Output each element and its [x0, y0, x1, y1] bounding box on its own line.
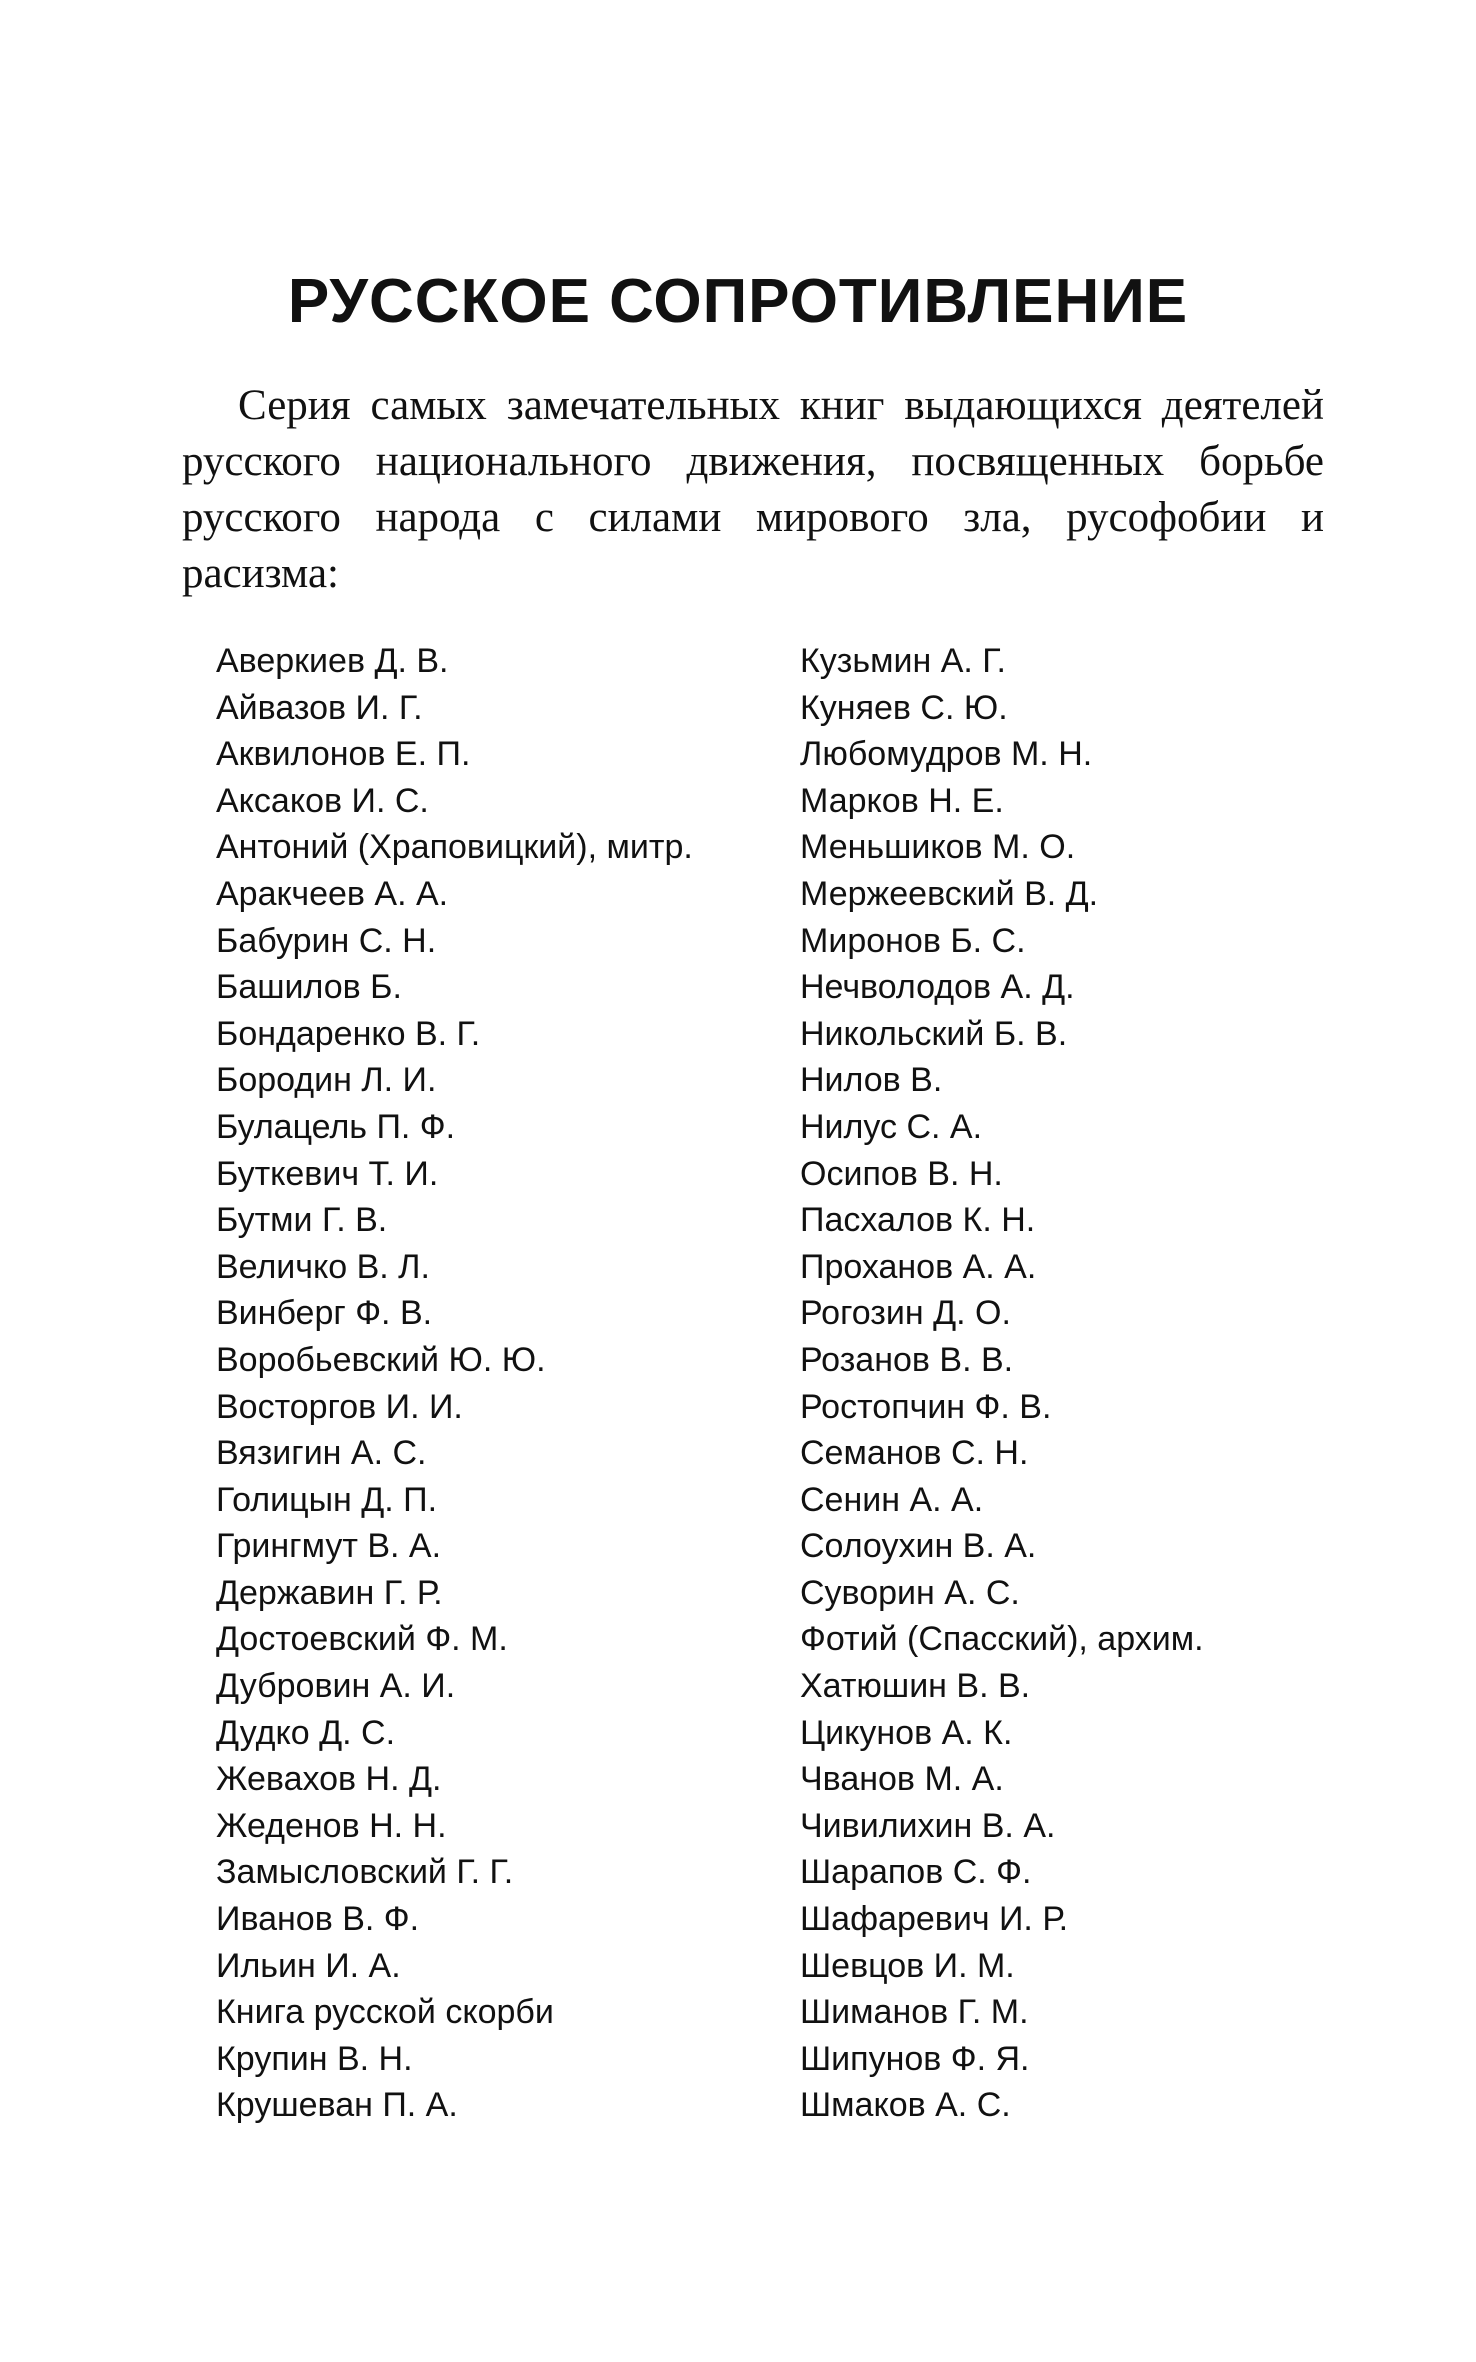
author-list-item: Восторгов И. И. [216, 1387, 463, 1426]
author-list-item: Проханов А. А. [800, 1247, 1037, 1286]
author-list-item: Аксаков И. С. [216, 781, 429, 820]
author-list-item: Сенин А. А. [800, 1480, 984, 1519]
author-list-item: Нилов В. [800, 1061, 943, 1100]
author-list-item: Шафаревич И. Р. [800, 1900, 1069, 1939]
author-list-item: Шарапов С. Ф. [800, 1853, 1032, 1892]
author-list-item: Шипунов Ф. Я. [800, 2039, 1030, 2078]
author-list-item: Солоухин В. А. [800, 1527, 1037, 1566]
author-list-item: Бутми Г. В. [216, 1201, 388, 1240]
author-list-item: Розанов В. В. [800, 1340, 1014, 1379]
author-list-item: Крушеван П. А. [216, 2086, 458, 2125]
author-list-item: Буткевич Т. И. [216, 1154, 439, 1193]
author-list-item: Иванов В. Ф. [216, 1900, 420, 1939]
author-list-item: Шиманов Г. М. [800, 1993, 1029, 2032]
author-list-item: Бондаренко В. Г. [216, 1014, 481, 1053]
author-list-item: Нилус С. А. [800, 1107, 983, 1146]
author-list-item: Крупин В. Н. [216, 2039, 413, 2078]
author-list-item: Книга русской скорби [216, 1993, 554, 2032]
author-list-item: Никольский Б. В. [800, 1014, 1068, 1053]
author-list-item: Пасхалов К. Н. [800, 1201, 1036, 1240]
author-list-right [800, 638, 1204, 2129]
author-list-item: Величко В. Л. [216, 1247, 430, 1286]
author-list-item: Замысловский Г. Г. [216, 1853, 514, 1892]
author-list-item: Воробьевский Ю. Ю. [216, 1340, 546, 1379]
author-list-item: Фотий (Спасский), архим. [800, 1620, 1204, 1659]
author-list-item: Ростопчин Ф. В. [800, 1387, 1052, 1426]
author-list-item: Вязигин А. С. [216, 1434, 427, 1473]
author-list-item: Грингмут В. А. [216, 1527, 442, 1566]
author-list-item: Любомудров М. Н. [800, 735, 1093, 774]
author-list-item: Цикунов А. К. [800, 1713, 1013, 1752]
author-list-item: Винберг Ф. В. [216, 1294, 433, 1333]
author-list-item: Чивилихин В. А. [800, 1806, 1056, 1845]
author-list-item: Достоевский Ф. М. [216, 1620, 508, 1659]
author-list-item: Семанов С. Н. [800, 1434, 1029, 1473]
author-list-item: Булацель П. Ф. [216, 1107, 456, 1146]
author-list-item: Мержеевский В. Д. [800, 874, 1099, 913]
author-list-item: Хатюшин В. В. [800, 1667, 1031, 1706]
author-list-item: Аквилонов Е. П. [216, 735, 471, 774]
author-list-item: Суворин А. С. [800, 1573, 1020, 1612]
author-list-item: Жевахов Н. Д. [216, 1760, 442, 1799]
author-list-item: Рогозин Д. О. [800, 1294, 1011, 1333]
author-list-item: Жеденов Н. Н. [216, 1806, 447, 1845]
author-list-item: Осипов В. Н. [800, 1154, 1003, 1193]
series-description: Серия самых замечательных книг выдающихся деятелей русского национального движения, посвященных борьбе русского народа с силами мирового зла, русофобии и расизма: [182, 382, 1324, 597]
author-list-item: Дудко Д. С. [216, 1713, 396, 1752]
author-list-item: Аверкиев Д. В. [216, 642, 449, 680]
author-list-item: Шмаков А. С. [800, 2086, 1011, 2125]
author-list-item: Чванов М. А. [800, 1760, 1004, 1799]
author-list-item: Куняев С. Ю. [800, 688, 1008, 727]
author-list-item: Шевцов И. М. [800, 1946, 1015, 1985]
author-list-item: Миронов Б. С. [800, 921, 1026, 960]
author-list-item: Голицын Д. П. [216, 1480, 438, 1519]
author-list-item: Кузьмин А. Г. [800, 642, 1006, 680]
author-list-item: Аракчеев А. А. [216, 874, 449, 913]
page-title: РУССКОЕ СОПРОТИВЛЕНИЕ [287, 267, 1189, 336]
author-list-item: Бабурин С. Н. [216, 921, 437, 960]
author-list-item: Дубровин А. И. [216, 1667, 456, 1706]
author-list-item: Марков Н. Е. [800, 781, 1004, 820]
author-list-item: Айвазов И. Г. [216, 688, 423, 727]
author-list-left [216, 638, 693, 2129]
author-list-item: Меньшиков М. О. [800, 828, 1076, 867]
author-list-item: Державин Г. Р. [216, 1573, 443, 1612]
author-list-item: Башилов Б. [216, 968, 402, 1007]
author-list-item: Антоний (Храповицкий), митр. [216, 828, 693, 867]
author-list-item: Нечволодов А. Д. [800, 968, 1075, 1007]
author-list-item: Бородин Л. И. [216, 1061, 437, 1100]
author-list-item: Ильин И. А. [216, 1946, 401, 1985]
